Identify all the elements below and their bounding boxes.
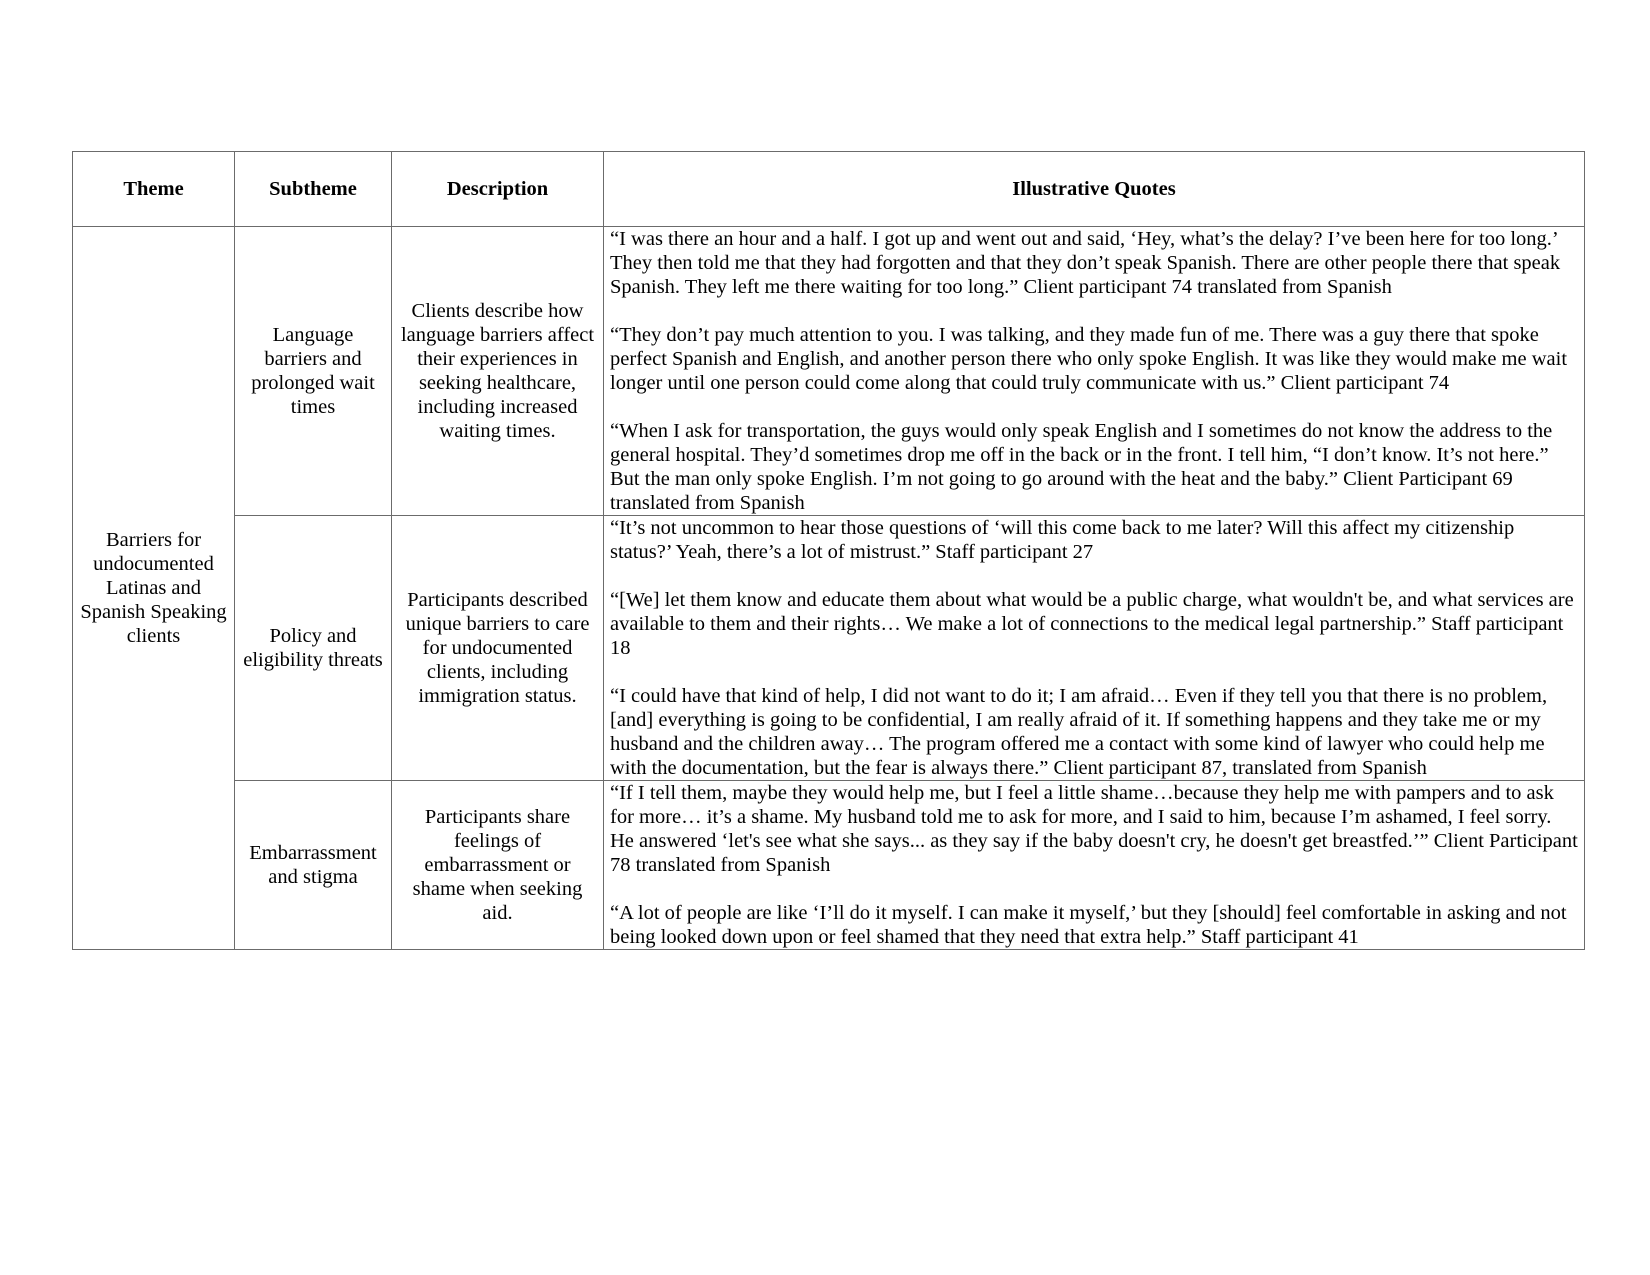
header-row (73, 152, 1585, 227)
quote: “I was there an hour and a half. I got up and went out and said, ‘Hey, what’s the delay? I’ve been here for too long.’ They then told me that they had forgotten and that they don’t speak Spanish. There are other people there that speak Spanish. They left me there waiting for too long.” Client participant 74 translated from Spanish (610, 228, 1561, 298)
quote: “When I ask for transportation, the guys would only speak English and I sometimes do not know the address to the general hospital. They’d sometimes drop me off in the back or in the front. I tell him, “I don’t know. It’s not here.” But the man only spoke English. I’m not going to go around with the heat and the baby.” Client Participant 69 translated from Spanish (610, 420, 1553, 514)
header-quotes: Illustrative Quotes (604, 152, 1585, 227)
themes-table (72, 151, 1585, 950)
header-description: Description (392, 152, 604, 227)
quote: “If I tell them, maybe they would help me, but I feel a little shame…because they help me with pampers and to ask for more… it’s a shame. My husband told me to ask for more, and I said to him, because I’m ashamed, I feel sorry. He answered ‘let's see what she says... as they say if the baby doesn't cry, he doesn't get breastfed.’” Client Participant 78 translated from Spanish (610, 782, 1578, 876)
header-subtheme: Subtheme (235, 152, 392, 227)
subtheme-cell: Policy and eligibility threats (235, 516, 392, 781)
description-cell: Participants described unique barriers to care for undocumented clients, including immigration status. (392, 516, 604, 781)
description-cell: Participants share feelings of embarrassment or shame when seeking aid. (392, 781, 604, 950)
subtheme-cell: Embarrassment and stigma (235, 781, 392, 950)
quotes-cell (604, 227, 1585, 516)
quote: “They don’t pay much attention to you. I was talking, and they made fun of me. There was a guy there that spoke perfect Spanish and English, and another person there who only spoke English. It was like they would make me wait longer until one person could come along that could truly communicate with us.” Client participant 74 (610, 324, 1568, 394)
description-cell: Clients describe how language barriers affect their experiences in seeking healthcare, including increased waiting times. (392, 227, 604, 516)
quote: “I could have that kind of help, I did not want to do it; I am afraid… Even if they tell you that there is no problem, [and] everything is going to be confidential, I am really afraid of it. If something happens and they take me or my husband and the children away… The program offered me a contact with some kind of lawyer who could help me with the documentation, but the fear is always there.” Client participant 87, translated from Spanish (610, 685, 1548, 779)
theme-cell: Barriers for undocumented Latinas and Spanish Speaking clients (73, 227, 235, 950)
quote: “[We] let them know and educate them about what would be a public charge, what wouldn't be, and what services are available to them and their rights… We make a lot of connections to the medical legal partnership.” Staff participant 18 (610, 589, 1574, 659)
header-theme: Theme (73, 152, 235, 227)
table-row (73, 227, 1585, 516)
quotes-cell (604, 781, 1585, 950)
quotes-cell (604, 516, 1585, 781)
quote: “It’s not uncommon to hear those questions of ‘will this come back to me later? Will this affect my citizenship status?’ Yeah, there’s a lot of mistrust.” Staff participant 27 (610, 517, 1515, 563)
quote: “A lot of people are like ‘I’ll do it myself. I can make it myself,’ but they [should] feel comfortable in asking and not being looked down upon or feel shamed that they need that extra help.” Staff participant 41 (610, 902, 1567, 948)
subtheme-cell: Language barriers and prolonged wait times (235, 227, 392, 516)
table-row (73, 516, 1585, 781)
table-row (73, 781, 1585, 950)
